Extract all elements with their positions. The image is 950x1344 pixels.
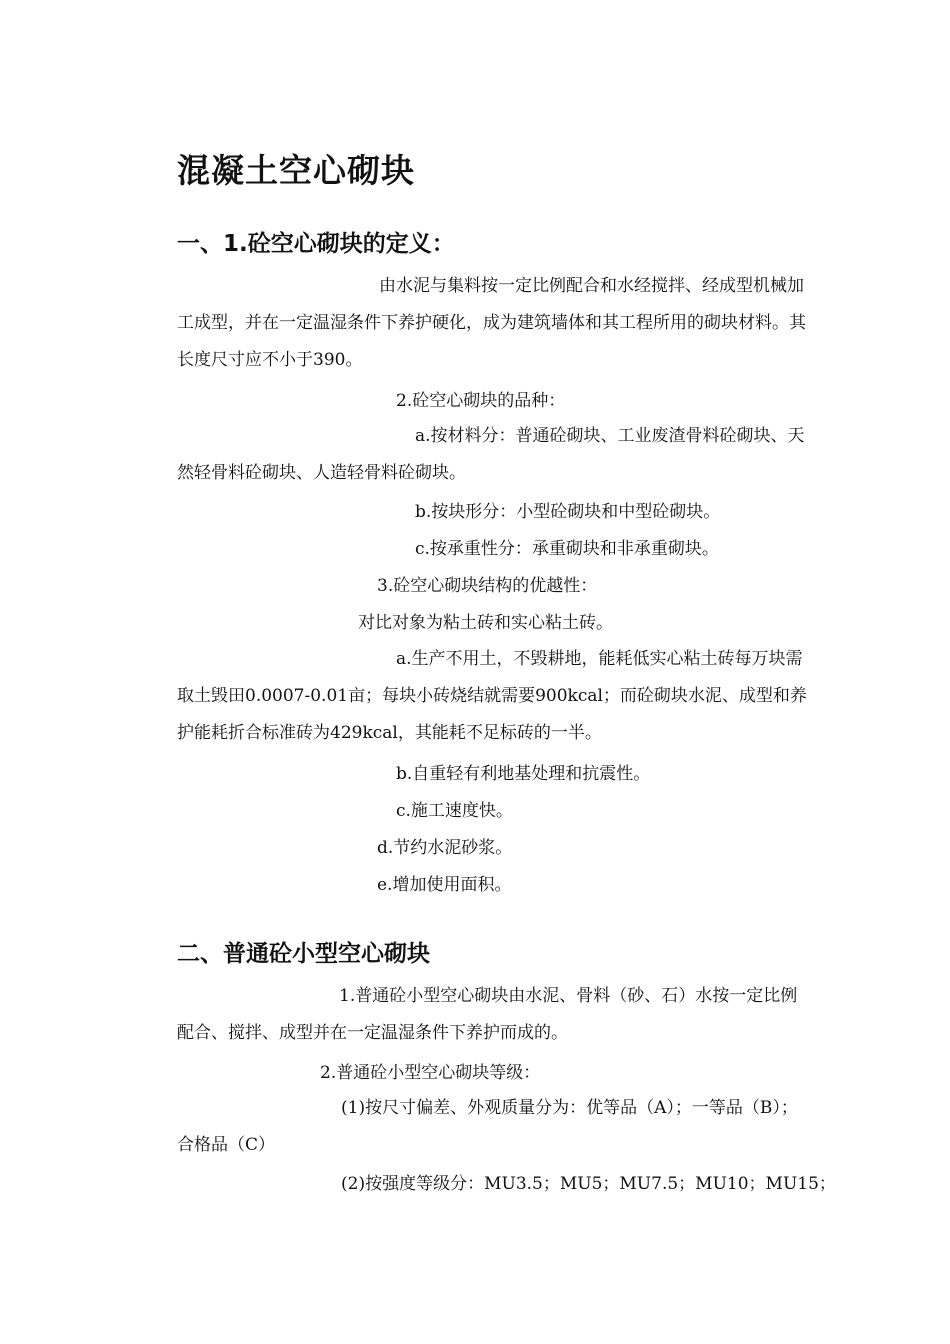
advantage-a-paragraph: a.生产不用土，不毁耕地，能耗低实心粘土砖每万块需取土毁田0.0007-0.01亩；每块小砖烧结就需要900kcal；而砼砌块水泥、成型和养护能耗折合标准砖为429kcal，其能耗不足标砖的一半。 xyxy=(177,649,807,743)
grade-1-paragraph: (1)按尺寸偏差、外观质量分为：优等品（A）；一等品（B）；合格品（C） xyxy=(177,1098,798,1155)
section1-heading: 一、1.砼空心砌块的定义： xyxy=(177,231,455,257)
document-title: 混凝土空心砌块 xyxy=(177,151,415,190)
definition-paragraph: 由水泥与集料按一定比例配合和水经搅拌、经成型机械加工成型，并在一定温湿条件下养护硬化，成为建筑墙体和其工程所用的砌块材料。其长度尺寸应不小于390。 xyxy=(177,276,806,370)
advantage-b-item: b.自重轻有利地基处理和抗震性。 xyxy=(396,764,651,784)
variety-c-item: c.按承重性分：承重砌块和非承重砌块。 xyxy=(415,539,719,559)
advantage-c-item: c.施工速度快。 xyxy=(396,801,513,821)
section2-heading: 二、普通砼小型空心砌块 xyxy=(177,941,430,967)
section2-paragraph-1: 1.普通砼小型空心砌块由水泥、骨料（砂、石）水按一定比例配合、搅拌、成型并在一定温湿条件下养护而成的。 xyxy=(177,986,798,1043)
variety-a-paragraph: a.按材料分：普通砼砌块、工业废渣骨料砼砌块、天然轻骨料砼砌块、人造轻骨料砼砌块。 xyxy=(177,426,805,483)
varieties-title: 2.砼空心砌块的品种： xyxy=(396,391,566,411)
grades-title: 2.普通砼小型空心砌块等级： xyxy=(320,1063,541,1083)
comparison-text: 对比对象为粘土砖和实心粘土砖。 xyxy=(358,613,613,633)
advantage-d-item: d.节约水泥砂浆。 xyxy=(377,838,513,858)
advantages-title: 3.砼空心砌块结构的优越性： xyxy=(377,576,598,596)
advantage-e-item: e.增加使用面积。 xyxy=(377,875,512,895)
grade-2-item: (2)按强度等级分：MU3.5；MU5；MU7.5；MU10；MU15； xyxy=(341,1174,836,1194)
variety-b-item: b.按块形分：小型砼砌块和中型砼砌块。 xyxy=(415,502,721,522)
